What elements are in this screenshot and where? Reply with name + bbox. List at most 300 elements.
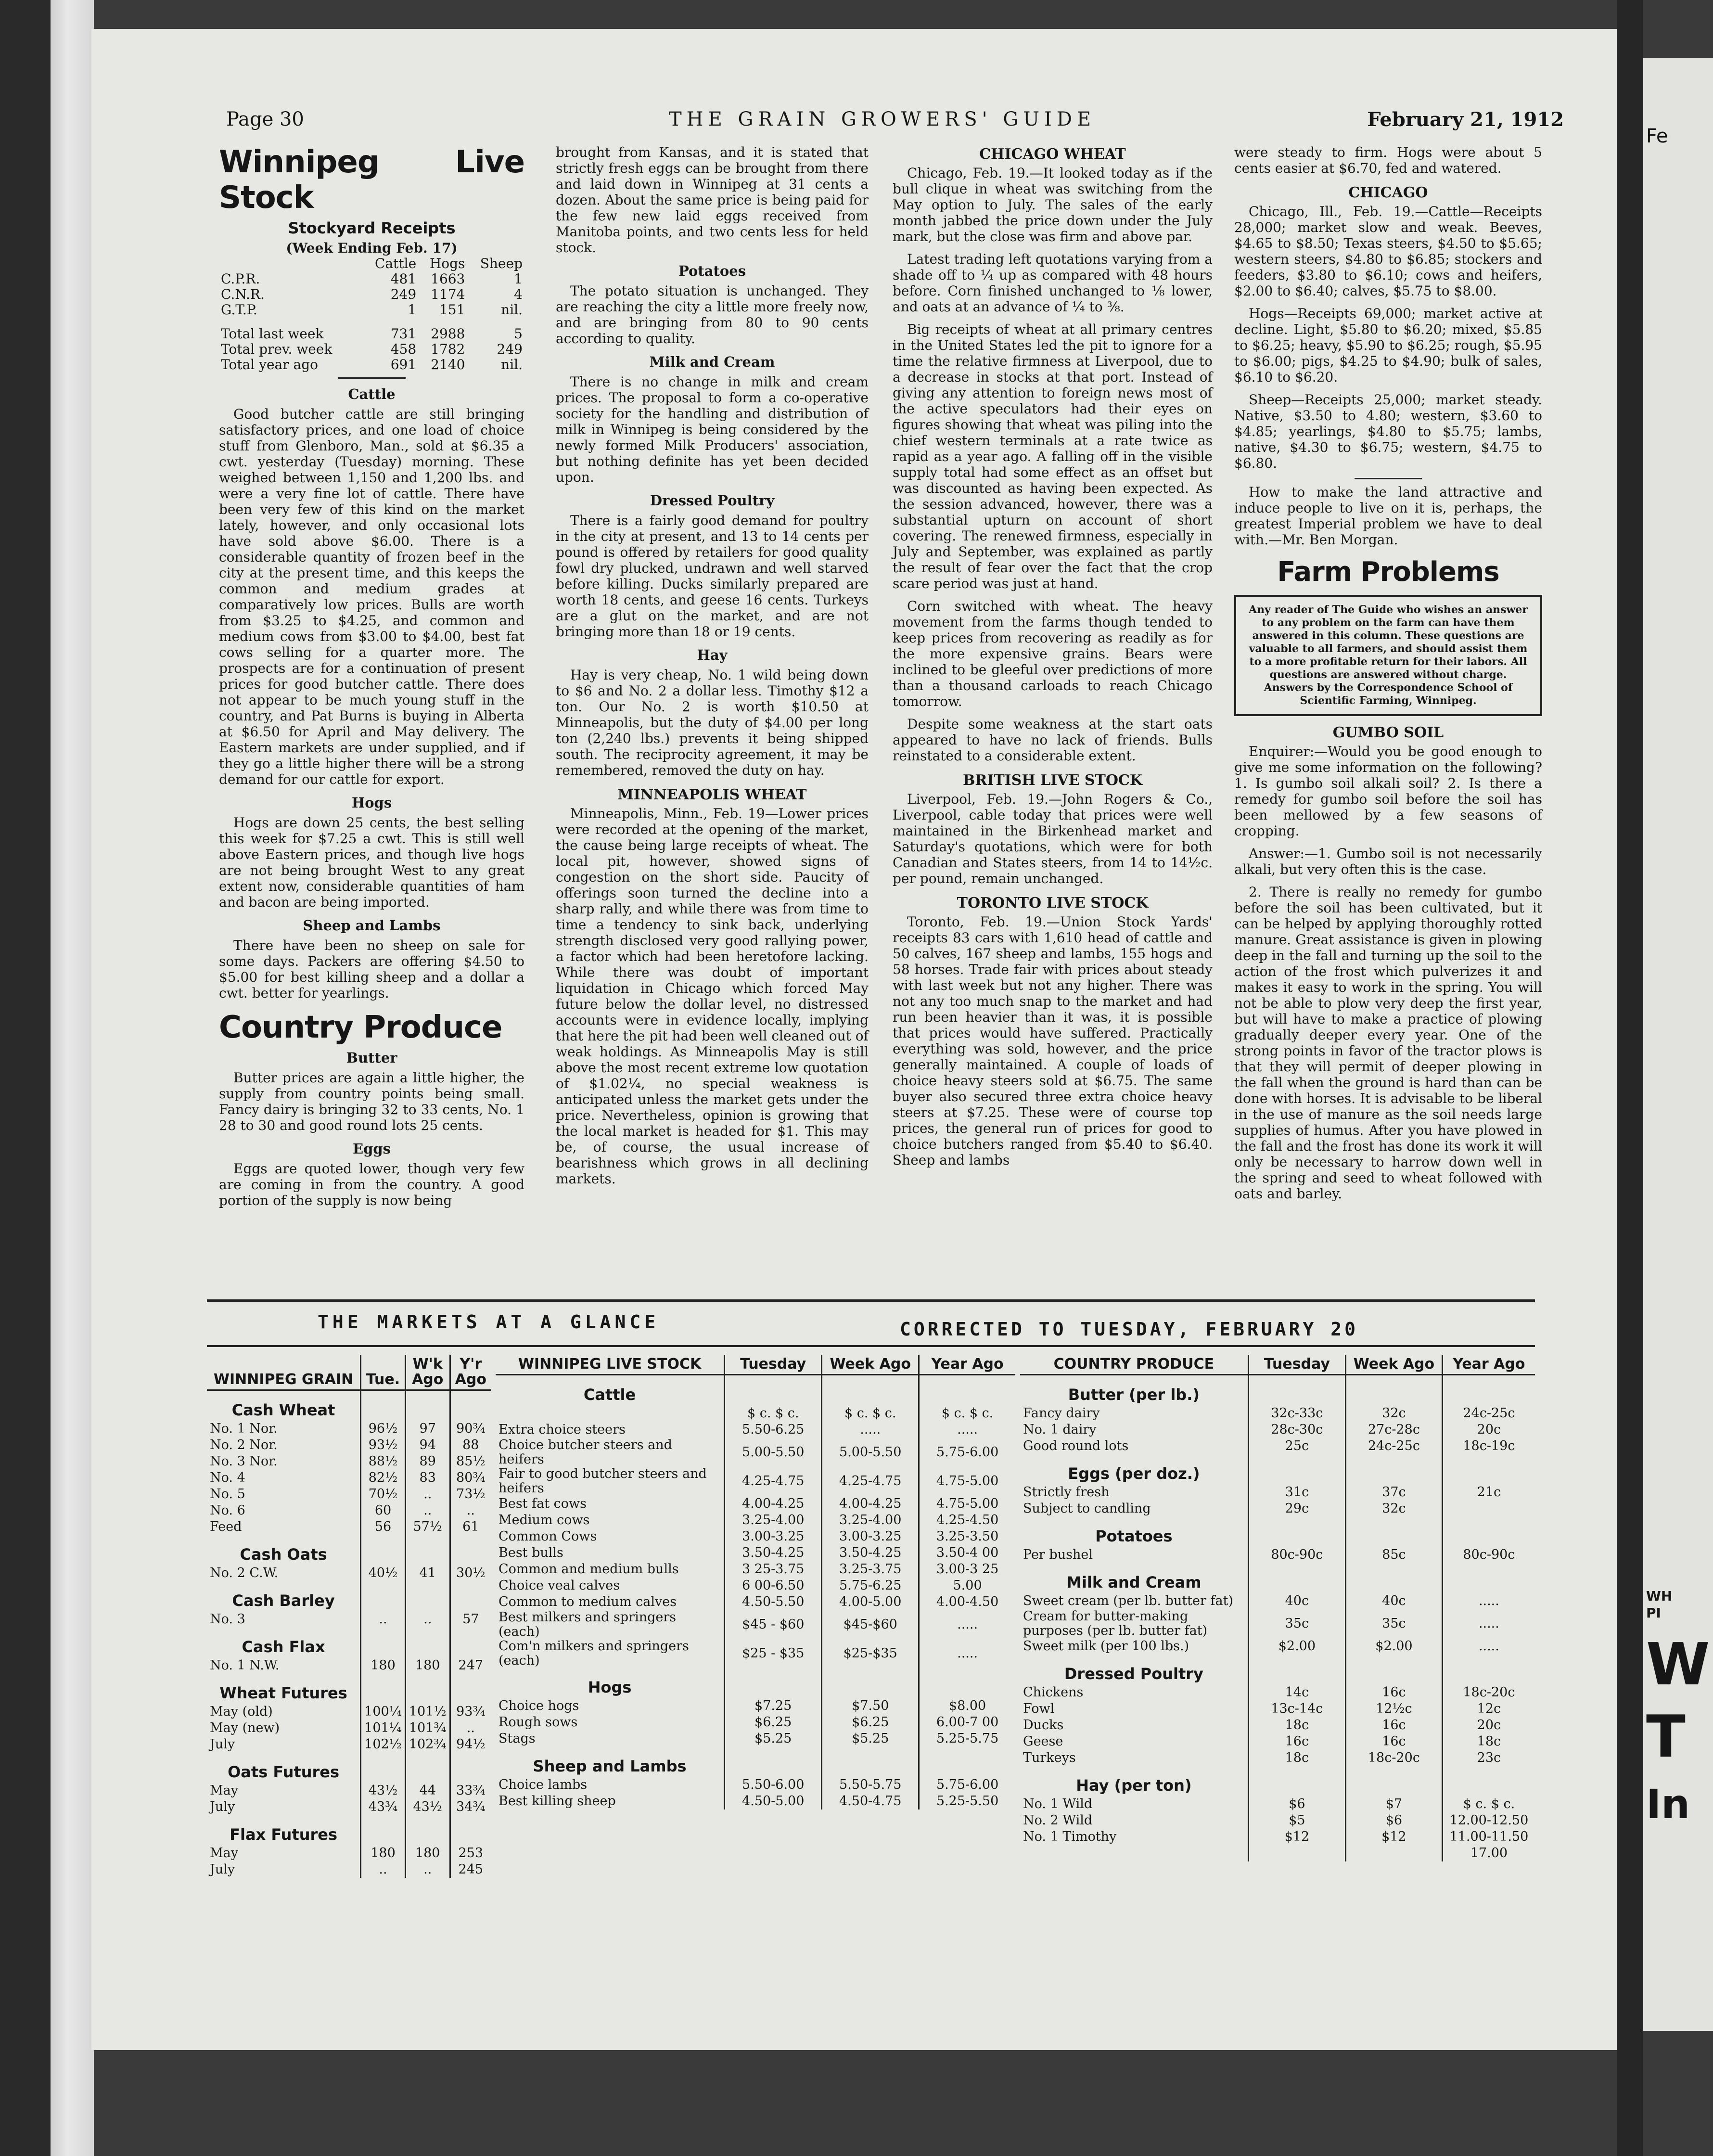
table-row — [496, 1731, 1015, 1747]
cell-value: 70½ — [361, 1486, 406, 1502]
row-label: No. 2 Nor. — [210, 1437, 278, 1452]
section-label: Hay (per ton) — [1076, 1776, 1192, 1795]
cell-value: 5.50-6.00 — [725, 1777, 822, 1793]
cell-value: 18c — [1248, 1750, 1345, 1766]
cell-value: .. — [361, 1861, 406, 1878]
cell-value: ..... — [919, 1639, 1015, 1668]
rule — [207, 1345, 1535, 1347]
cell-value: 11.00-11.50 — [1442, 1829, 1535, 1845]
row-label: Stags — [499, 1731, 536, 1746]
section-row — [1020, 1655, 1535, 1684]
paragraph: Sheep—Receipts 25,000; market steady. Native, $3.50 to 4.80; western, $3.60 to $4.85; yearlings, $4.80 to $5.75; lambs, native, $4.30 to $6.75; western, $4.75 to $6.80. — [1234, 392, 1542, 471]
cell-value: 96½ — [361, 1421, 406, 1437]
table-row — [207, 1657, 491, 1674]
cell-value: 5.00-5.50 — [725, 1438, 822, 1467]
cell-value: 34¾ — [450, 1799, 491, 1815]
cell-value: 6 00-6.50 — [725, 1578, 822, 1594]
cell-value: $45-$60 — [822, 1610, 919, 1639]
cell-value: 16c — [1346, 1717, 1443, 1733]
table-row — [1020, 1484, 1535, 1501]
table-row — [496, 1594, 1015, 1610]
table-row — [496, 1467, 1015, 1496]
cell-value: 5.50-5.75 — [822, 1777, 919, 1793]
cell-value: $25 - $35 — [725, 1639, 822, 1668]
cell-value: ..... — [822, 1422, 919, 1438]
cell-value: 18c-19c — [1442, 1438, 1535, 1454]
table-row — [496, 1422, 1015, 1438]
row-label — [1020, 1845, 1248, 1861]
section-label: Milk and Cream — [1066, 1573, 1202, 1591]
cell-value: 61 — [450, 1519, 491, 1535]
cell-value: ..... — [919, 1610, 1015, 1639]
cell-value: .. — [405, 1611, 450, 1628]
row-label: No. 2 C.W. — [210, 1566, 279, 1580]
row-label: Best fat cows — [499, 1496, 587, 1511]
cell-value: $5 — [1248, 1812, 1345, 1829]
column-header: Tuesday — [725, 1355, 822, 1375]
cell-value: 80c-90c — [1442, 1547, 1535, 1563]
cell-value: 28c-30c — [1248, 1422, 1345, 1438]
row-label: Choice hogs — [499, 1698, 579, 1713]
table-row: Total prev. week 458 1782 249 — [221, 341, 523, 357]
cell-value — [1346, 1845, 1443, 1861]
cell-value: 18c-20c — [1442, 1684, 1535, 1701]
divider — [1355, 478, 1422, 479]
markets-title: THE MARKETS AT A GLANCE — [318, 1311, 660, 1333]
row-label: Common Cows — [499, 1529, 597, 1544]
row-label: May — [210, 1846, 238, 1861]
table-row: G.T.P. 1 151 nil. — [221, 302, 523, 318]
row-label: July — [210, 1862, 235, 1877]
row-label: Subject to candling — [1023, 1501, 1151, 1516]
cell-value: $6 — [1346, 1812, 1443, 1829]
table-row — [1020, 1438, 1535, 1454]
cell-value: 27c-28c — [1346, 1422, 1443, 1438]
cell-value — [1248, 1845, 1345, 1861]
row-label: Medium cows — [499, 1513, 590, 1527]
paragraph: were steady to firm. Hogs were about 5 cents easier at $6.70, fed and watered. — [1234, 144, 1542, 176]
row-label: Per bushel — [1023, 1547, 1093, 1562]
cell-value: 30½ — [450, 1565, 491, 1581]
row-label: Sweet cream (per lb. butter fat) — [1023, 1593, 1233, 1608]
cell-value: 80¾ — [450, 1470, 491, 1486]
cell-value: 5.25-5.75 — [919, 1731, 1015, 1747]
table-row — [207, 1519, 491, 1535]
cell-value: 16c — [1346, 1733, 1443, 1750]
cell-value: $6.25 — [822, 1714, 919, 1731]
notice-box: Any reader of The Guide who wishes an answer to any problem on the farm can have them answered in this column. These questions are valuable to all farmers, and should assist them to a more profitable return for their labors. All questions are answered without charge. Answers by the Correspondence School of Scientific Farming, Winnipeg. — [1234, 595, 1542, 716]
cell-value: 18c — [1248, 1717, 1345, 1733]
section-row — [1020, 1517, 1535, 1547]
row-label: No. 1 Wild — [1023, 1797, 1093, 1811]
paragraph: Hay is very cheap, No. 1 wild being down to $6 and No. 2 a dollar less. Timothy $12 a ton. Our No. 2 is worth $10.50 at Minneapolis, but the duty of $4.00 per long ton (2,240 lbs.) prevents it being shipped south. The reciprocity agreement, it may be remembered, removed the duty on hay. — [556, 667, 869, 778]
cell-value: 180 — [405, 1657, 450, 1674]
cell-value: 5.75-6.25 — [822, 1578, 919, 1594]
cell-value: .. — [405, 1486, 450, 1502]
cell-value: 12½c — [1346, 1701, 1443, 1717]
row-label: Chickens — [1023, 1685, 1084, 1700]
rule — [207, 1299, 1535, 1302]
row-label: July — [210, 1737, 235, 1752]
cell-value: 101¾ — [405, 1720, 450, 1736]
country-produce-table — [1020, 1355, 1535, 1861]
cell-value: 24c-25c — [1346, 1438, 1443, 1454]
cell-value: $6.25 — [725, 1714, 822, 1731]
cell-value: $8.00 — [919, 1698, 1015, 1714]
table-row — [207, 1565, 491, 1581]
column-header: W'k Ago — [405, 1355, 450, 1390]
cell-value: 21c — [1442, 1484, 1535, 1501]
row-label: Common and medium bulls — [499, 1562, 679, 1577]
cell-value: 41 — [405, 1565, 450, 1581]
row-label: Extra choice steers — [499, 1422, 626, 1437]
section-row — [496, 1747, 1015, 1777]
table-row — [1020, 1638, 1535, 1655]
subhead-sheep: Sheep and Lambs — [303, 917, 441, 934]
table-row — [1020, 1684, 1535, 1701]
row-label: No. 1 N.W. — [210, 1658, 280, 1673]
table-row — [496, 1714, 1015, 1731]
row-label: No. 3 Nor. — [210, 1454, 278, 1469]
page-gutter — [1617, 0, 1643, 2156]
cell-value: 24c-25c — [1442, 1405, 1535, 1422]
cell-value: 4.00-5.00 — [822, 1594, 919, 1610]
table-row — [1020, 1796, 1535, 1812]
column-4 — [1234, 144, 1542, 1208]
row-label: Best bulls — [499, 1545, 563, 1560]
cell-value: 4.00-4.25 — [725, 1496, 822, 1512]
cell-value: 14c — [1248, 1684, 1345, 1701]
section-label: Eggs (per doz.) — [1068, 1464, 1200, 1483]
column-header: COUNTRY PRODUCE — [1020, 1355, 1248, 1375]
cell-value: $ c. $ c. — [822, 1405, 919, 1422]
paragraph: Chicago, Ill., Feb. 19.—Cattle—Receipts 28,000; market slow and weak. Beeves, $4.65 to $8.50; Texas steers, $4.50 to $5.65; western steers, $4.80 to $6.85; stockers and feeders, $3.80 to $6.10; cows and heifers, $2.00 to $6.40; calves, $5.75 to $8.00. — [1234, 204, 1542, 299]
cell-value: 82½ — [361, 1470, 406, 1486]
cell-value — [1442, 1501, 1535, 1517]
cell-value: 83 — [405, 1470, 450, 1486]
cell-value: 23c — [1442, 1750, 1535, 1766]
cell-value: 97 — [405, 1421, 450, 1437]
column-header: Year Ago — [1442, 1355, 1535, 1375]
section-row — [207, 1535, 491, 1565]
cell-value: 3.25-4.00 — [725, 1512, 822, 1528]
cell-value: 5.50-6.25 — [725, 1422, 822, 1438]
cell-value: 3.25-4.00 — [822, 1512, 919, 1528]
row-label: No. 1 Nor. — [210, 1421, 278, 1436]
paragraph: Chicago, Feb. 19.—It looked today as if the bull clique in wheat was switching from the May option to July. The sales of the early month jabbed the price down under the July mark, but the close was firm and above par. — [893, 165, 1213, 244]
cell-value: 94 — [405, 1437, 450, 1453]
cell-value: 89 — [405, 1453, 450, 1470]
table-row — [1020, 1593, 1535, 1609]
publication-title: THE GRAIN GROWERS' GUIDE — [669, 108, 1096, 130]
row-label: Cream for butter-making purposes (per lb. butter fat) — [1023, 1609, 1208, 1638]
section-label: Potatoes — [1095, 1527, 1173, 1545]
cell-value: 29c — [1248, 1501, 1345, 1517]
section-row — [496, 1668, 1015, 1698]
cell-value: 4.25-4.75 — [725, 1467, 822, 1496]
paragraph: Corn switched with wheat. The heavy movement from the farms though tended to keep prices from recovering as readily as for the more expensive grains. Bears were inclined to be gleeful over predictions of more than a thousand carloads to reach Chicago tomorrow. — [893, 598, 1213, 709]
table-row — [496, 1578, 1015, 1594]
cell-value: 4.00-4.50 — [919, 1594, 1015, 1610]
subhead-minneapolis: MINNEAPOLIS WHEAT — [617, 786, 807, 803]
paragraph: Butter prices are again a little higher, the supply from country points being small. Fancy dairy is bringing 32 to 33 cents, No. 1 28 to 30 and good round lots 25 cents. — [219, 1070, 524, 1133]
table-row — [1020, 1422, 1535, 1438]
subhead-chicago: CHICAGO — [1348, 184, 1428, 201]
section-label: Cattle — [583, 1386, 636, 1404]
cell-value: 90¾ — [450, 1421, 491, 1437]
section-row — [1020, 1766, 1535, 1796]
cell-value: 13c-14c — [1248, 1701, 1345, 1717]
cell-value: .. — [450, 1720, 491, 1736]
cell-value: 43¾ — [361, 1799, 406, 1815]
winnipeg-livestock-table — [496, 1355, 1015, 1810]
cell-value: $5.25 — [822, 1731, 919, 1747]
cell-value: 32c — [1346, 1501, 1443, 1517]
row-label: No. 2 Wild — [1023, 1813, 1093, 1828]
table-row — [496, 1528, 1015, 1545]
table-row — [207, 1799, 491, 1815]
table-row — [207, 1783, 491, 1799]
row-label: Fancy dairy — [1023, 1406, 1100, 1421]
cell-value: 43½ — [405, 1799, 450, 1815]
paragraph: Big receipts of wheat at all primary centres in the United States led the pit to ignore for a time the relative firmness at Liverpool, due to a decrease in stocks at that port. Instead of giving any attention to foreign news most of the active speculators had their eyes on figures showing that wheat was piling into the chief western terminals at a rate twice as rapid as a year ago. A falling off in the visible supply total had some effect as an offset but was discounted as having been expected. As the session advanced, however, there was a substantial upturn on account of short covering. The renewed firmness, especially in July and September, was explained as partly the result of fear over the fact that the crop scare period was just at hand. — [893, 321, 1213, 591]
table-row — [1020, 1717, 1535, 1733]
column-header: WINNIPEG GRAIN — [207, 1355, 361, 1390]
row-label: No. 1 dairy — [1023, 1422, 1097, 1437]
table-row — [496, 1793, 1015, 1810]
cell-value: $2.00 — [1248, 1638, 1345, 1655]
table-row — [207, 1421, 491, 1437]
table-row — [496, 1639, 1015, 1668]
cell-value: 40½ — [361, 1565, 406, 1581]
cell-value: 94½ — [450, 1736, 491, 1753]
table-row — [207, 1720, 491, 1736]
section-row — [496, 1375, 1015, 1406]
subhead-eggs: Eggs — [353, 1141, 391, 1157]
paragraph: There is a fairly good demand for poultry in the city at present, and 13 to 14 cents per pound is offered by retailers for good quality fowl dry plucked, undrawn and well starved before killing. Ducks similarly prepared are worth 18 cents, and geese 16 cents. Turkeys are a glut on the market, and are not bringing more than 18 or 19 cents. — [556, 513, 869, 640]
cell-value: 180 — [361, 1845, 406, 1861]
cell-value: 3.25-3.75 — [822, 1561, 919, 1578]
cell-value: 20c — [1442, 1717, 1535, 1733]
cell-value: 40c — [1346, 1593, 1443, 1609]
table-row — [1020, 1845, 1535, 1861]
cell-value: 100¼ — [361, 1704, 406, 1720]
cell-value: $5.25 — [725, 1731, 822, 1747]
cell-value: $25-$35 — [822, 1639, 919, 1668]
cell-value: 4.75-5.00 — [919, 1496, 1015, 1512]
row-label: July — [210, 1799, 235, 1814]
cell-value: $6 — [1248, 1796, 1345, 1812]
cell-value: 102¾ — [405, 1736, 450, 1753]
column-2 — [556, 144, 869, 1194]
cell-value: 85½ — [450, 1453, 491, 1470]
table-row — [207, 1861, 491, 1878]
cell-value: 60 — [361, 1502, 406, 1519]
stacked-page-edges — [51, 0, 94, 2156]
table-row — [207, 1704, 491, 1720]
cell-value: 18c-20c — [1346, 1750, 1443, 1766]
cell-value: 93¾ — [450, 1704, 491, 1720]
subhead-hogs: Hogs — [351, 795, 392, 811]
cell-value: 5.25-5.50 — [919, 1793, 1015, 1810]
section-label: Hogs — [588, 1678, 632, 1696]
row-label — [496, 1405, 725, 1422]
cell-value: 4.25-4.50 — [919, 1512, 1015, 1528]
row-label: No. 6 — [210, 1503, 245, 1518]
section-title-farm-problems: Farm Problems — [1277, 556, 1499, 588]
receipts-week: (Week Ending Feb. 17) — [286, 240, 458, 256]
page-number: Page 30 — [226, 108, 304, 130]
row-label: Turkeys — [1023, 1750, 1076, 1765]
section-title-live-stock: Winnipeg Live Stock — [219, 144, 524, 216]
cell-value: $12 — [1248, 1829, 1345, 1845]
cell-value: 5.00-5.50 — [822, 1438, 919, 1467]
cell-value: 3.00-3 25 — [919, 1561, 1015, 1578]
column-1 — [219, 144, 524, 1215]
subhead-butter: Butter — [346, 1050, 397, 1066]
row-label: May — [210, 1783, 238, 1798]
column-header: Tue. — [361, 1355, 406, 1390]
section-row — [1020, 1563, 1535, 1593]
cell-value: 247 — [450, 1657, 491, 1674]
row-label: Choice butcher steers and heifers — [499, 1437, 672, 1467]
table-row — [496, 1405, 1015, 1422]
cell-value: 93½ — [361, 1437, 406, 1453]
page-header — [226, 108, 1564, 137]
cell-value: 5.00 — [919, 1578, 1015, 1594]
cell-value: $45 - $60 — [725, 1610, 822, 1639]
table-row — [1020, 1501, 1535, 1517]
table-row — [496, 1438, 1015, 1467]
subhead-chicago-wheat: CHICAGO WHEAT — [979, 146, 1126, 163]
cell-value: .. — [405, 1861, 450, 1878]
winnipeg-grain-table — [207, 1355, 491, 1878]
table-row: C.N.R. 249 1174 4 — [221, 286, 523, 302]
paragraph: Answer:—1. Gumbo soil is not necessarily alkali, but very often this is the case. — [1234, 846, 1542, 877]
cell-value: 101¼ — [361, 1720, 406, 1736]
paragraph: Latest trading left quotations varying from a shade off to ¼ up as compared with 48 hours before. Corn finished unchanged to ⅛ lower, and oats at an advance of ¼ to ⅜. — [893, 251, 1213, 315]
cell-value: 12.00-12.50 — [1442, 1812, 1535, 1829]
cell-value: 37c — [1346, 1484, 1443, 1501]
section-label: Oats Futures — [228, 1763, 340, 1781]
section-row — [1020, 1375, 1535, 1406]
cell-value: 35c — [1346, 1609, 1443, 1638]
cell-value: 57½ — [405, 1519, 450, 1535]
cell-value: 80c-90c — [1248, 1547, 1345, 1563]
markets-corrected: CORRECTED TO TUESDAY, FEBRUARY 20 — [900, 1319, 1358, 1340]
cell-value: $7 — [1346, 1796, 1443, 1812]
cell-value: $ c. $ c. — [725, 1405, 822, 1422]
table-row: C.P.R. 481 1663 1 — [221, 271, 523, 287]
table-row — [1020, 1812, 1535, 1829]
row-label: Com'n milkers and springers (each) — [499, 1639, 689, 1668]
cell-value: $7.50 — [822, 1698, 919, 1714]
cell-value: 33¾ — [450, 1783, 491, 1799]
receipts-table: Cattle Hogs Sheep C.P.R. 481 1663 1 C.N.R. 249 1174 4 G.T.P. 1 151 nil. Total last week 731 2988 5 Total prev. week 458 1782 249 Total year ago 691 2140 nil. — [219, 256, 524, 372]
cell-value: 17.00 — [1442, 1845, 1535, 1861]
column-header: WINNIPEG LIVE STOCK — [496, 1355, 725, 1375]
next-page-fragment: T — [1646, 1704, 1686, 1771]
paragraph: Eggs are quoted lower, though very few are coming in from the country. A good portion of the supply is now being — [219, 1161, 524, 1208]
section-label: Cash Flax — [242, 1638, 325, 1656]
cell-value: 4.50-5.50 — [725, 1594, 822, 1610]
cell-value: 3.25-3.50 — [919, 1528, 1015, 1545]
cell-value: 4.50-5.00 — [725, 1793, 822, 1810]
cell-value: 12c — [1442, 1701, 1535, 1717]
row-label: Common to medium calves — [499, 1594, 677, 1609]
cell-value: 31c — [1248, 1484, 1345, 1501]
cell-value: $7.25 — [725, 1698, 822, 1714]
section-row — [207, 1581, 491, 1611]
paragraph: Hogs are down 25 cents, the best selling this week for $7.25 a cwt. This is still well above Eastern prices, and though live hogs are not being brought West to any great extent now, considerable quantities of ham and bacon are being imported. — [219, 815, 524, 910]
next-page-fragment: In — [1646, 1781, 1690, 1828]
cell-value: .. — [361, 1611, 406, 1628]
cell-value: ..... — [1442, 1609, 1535, 1638]
cell-value: 40c — [1248, 1593, 1345, 1609]
row-label: Good round lots — [1023, 1438, 1129, 1453]
row-label: No. 5 — [210, 1487, 245, 1502]
row-label: Best milkers and springers (each) — [499, 1610, 677, 1639]
paragraph: There have been no sheep on sale for some days. Packers are offering $4.50 to $5.00 for best killing sheep and a dollar a cwt. better for yearlings. — [219, 937, 524, 1001]
subhead-poultry: Dressed Poultry — [650, 492, 775, 509]
paragraph: Hogs—Receipts 69,000; market active at decline. Light, $5.80 to $6.20; mixed, $5.85 to $6.25; heavy, $5.90 to $6.25; rough, $5.95 to $6.00; pigs, $4.25 to $4.90; bulk of sales, $6.10 to $6.20. — [1234, 306, 1542, 385]
cell-value: 16c — [1248, 1733, 1345, 1750]
cell-value: $ c. $ c. — [1442, 1796, 1535, 1812]
row-label: May (new) — [210, 1720, 280, 1735]
row-label: Rough sows — [499, 1715, 578, 1730]
table-row — [207, 1453, 491, 1470]
paragraph: brought from Kansas, and it is stated that strictly fresh eggs can be brought from there and laid down in Winnipeg at 31 cents a dozen. About the same price is being paid for the few new laid eggs received from Manitoba points, and two cents less for held stock. — [556, 144, 869, 256]
cell-value: 88 — [450, 1437, 491, 1453]
column-header: Tuesday — [1248, 1355, 1345, 1375]
cell-value: 4.50-4.75 — [822, 1793, 919, 1810]
cell-value: 18c — [1442, 1733, 1535, 1750]
cell-value: 25c — [1248, 1438, 1345, 1454]
row-label: Fair to good butcher steers and heifers — [499, 1466, 707, 1496]
table-row — [1020, 1547, 1535, 1563]
cell-value: 32c-33c — [1248, 1405, 1345, 1422]
cell-value: 57 — [450, 1611, 491, 1628]
table-row — [207, 1611, 491, 1628]
cell-value: 101½ — [405, 1704, 450, 1720]
issue-date: February 21, 1912 — [1367, 108, 1564, 131]
cell-value: 4.25-4.75 — [822, 1467, 919, 1496]
table-row — [496, 1512, 1015, 1528]
table-row — [207, 1845, 491, 1861]
subhead-cattle: Cattle — [348, 386, 396, 402]
cell-value: 5.75-6.00 — [919, 1777, 1015, 1793]
row-label: Choice veal calves — [499, 1578, 620, 1593]
subhead-hay: Hay — [697, 647, 728, 663]
cell-value: $ c. $ c. — [919, 1405, 1015, 1422]
section-row — [207, 1815, 491, 1845]
cell-value: 85c — [1346, 1547, 1443, 1563]
cell-value: 44 — [405, 1783, 450, 1799]
table-row — [207, 1502, 491, 1519]
cell-value: 56 — [361, 1519, 406, 1535]
cell-value: 4.00-4.25 — [822, 1496, 919, 1512]
cell-value: 43½ — [361, 1783, 406, 1799]
section-row — [207, 1753, 491, 1783]
cell-value: $12 — [1346, 1829, 1443, 1845]
cell-value: 16c — [1346, 1684, 1443, 1701]
next-page-edge — [1643, 58, 1713, 2031]
cell-value: 88½ — [361, 1453, 406, 1470]
column-header: Y'r Ago — [450, 1355, 491, 1390]
row-label: Geese — [1023, 1734, 1063, 1749]
table-row: Total last week 731 2988 5 — [221, 326, 523, 342]
row-label: Ducks — [1023, 1718, 1064, 1732]
